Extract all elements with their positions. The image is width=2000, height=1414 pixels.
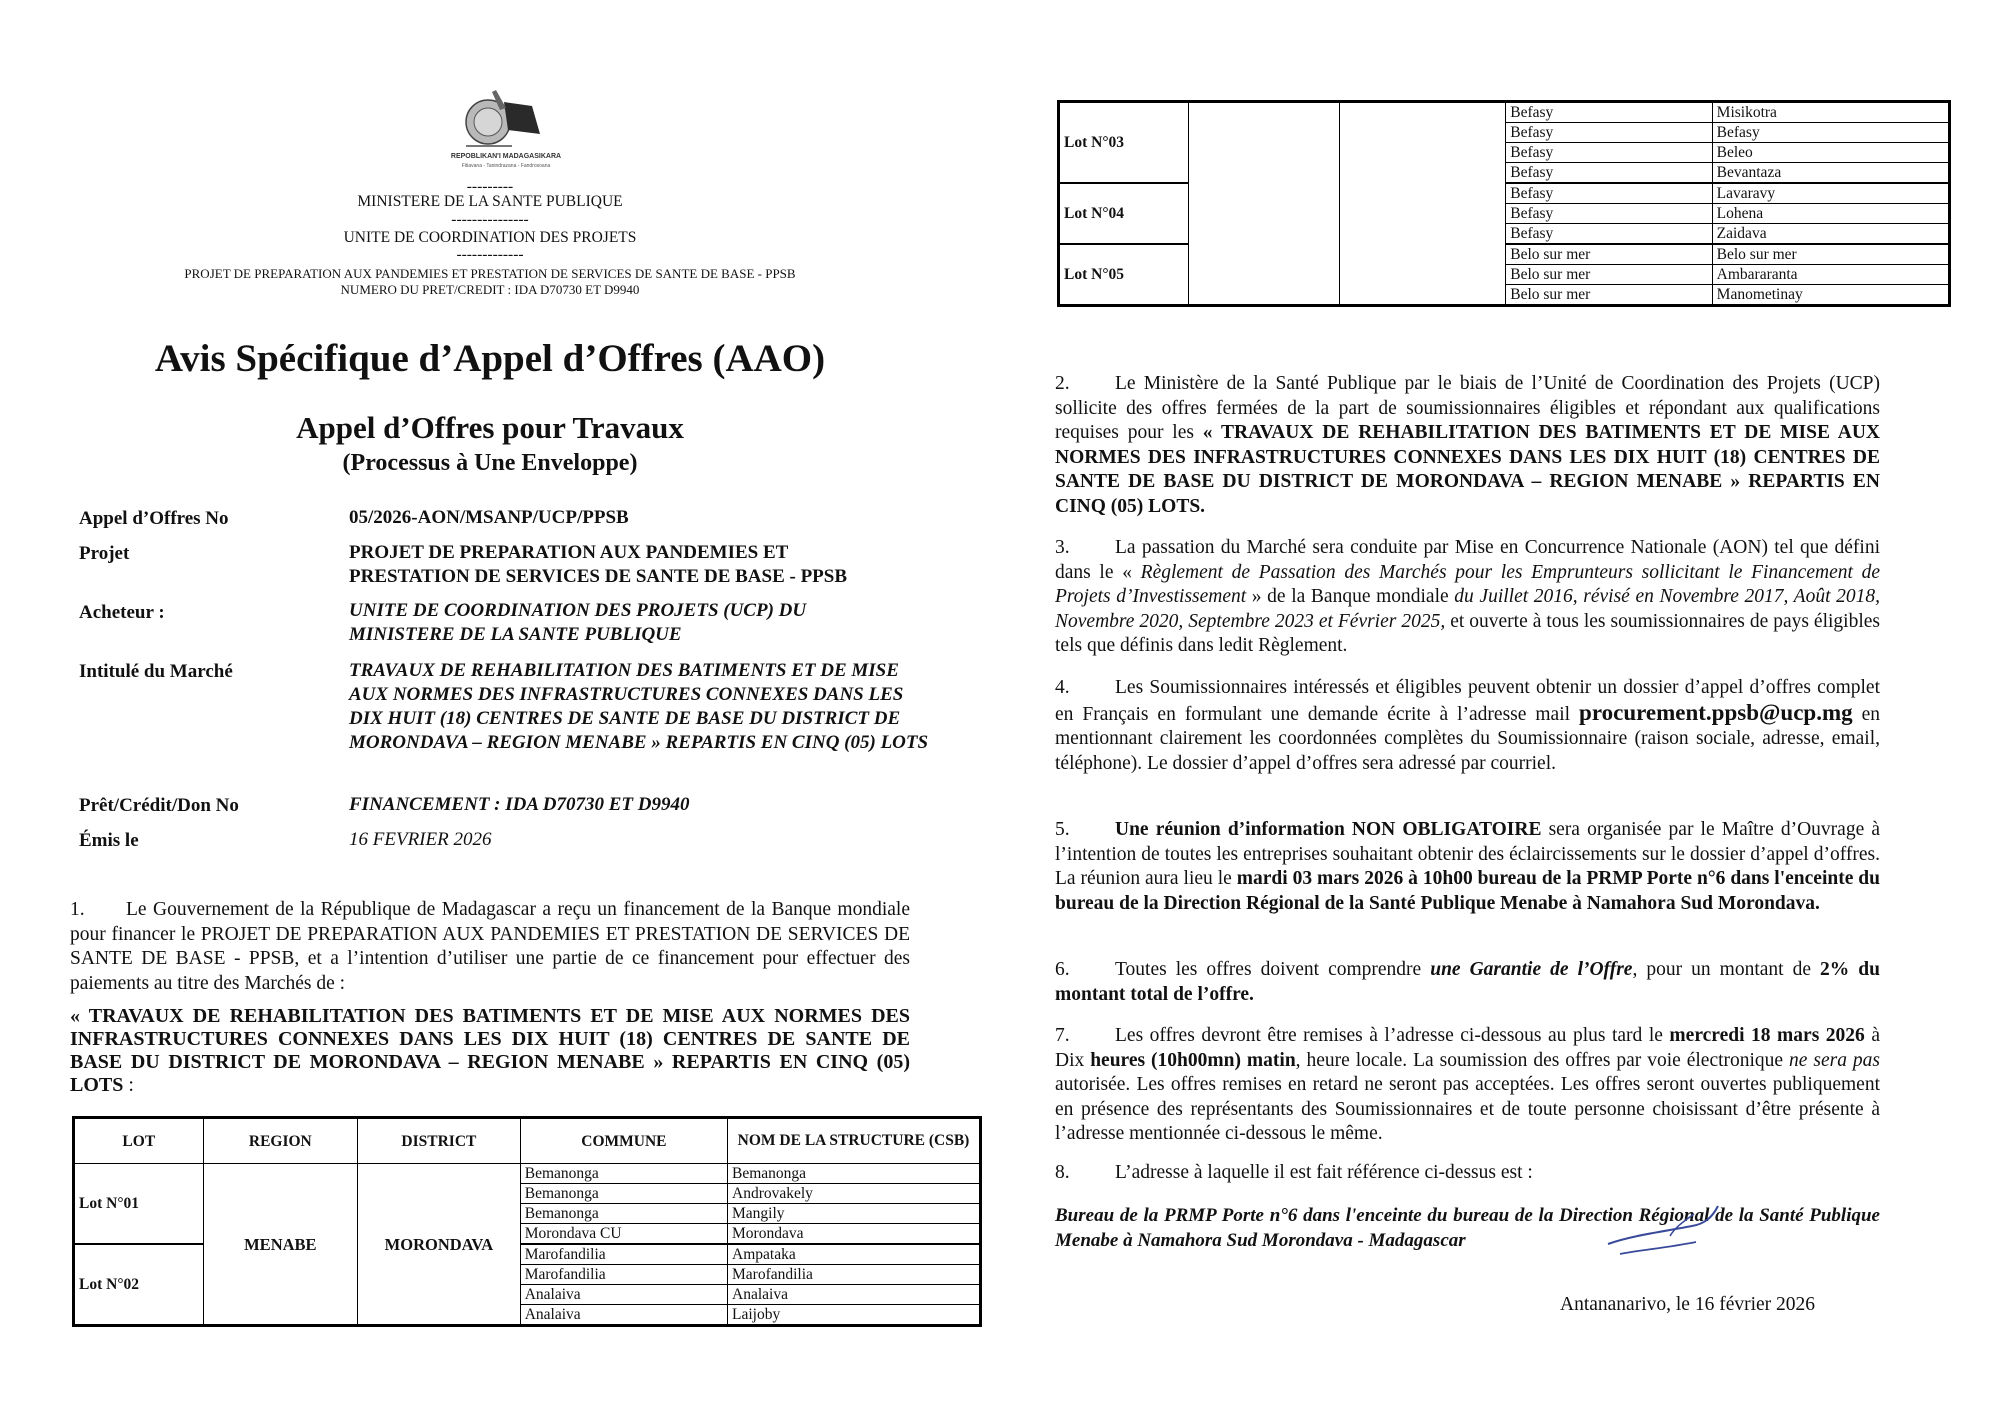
structure-cell: Mangily bbox=[728, 1204, 981, 1224]
commune-cell: Analaiva bbox=[520, 1285, 727, 1305]
commune-cell: Bemanonga bbox=[520, 1164, 727, 1184]
pret-label: Prêt/Crédit/Don No bbox=[79, 795, 239, 816]
district-cell: MORONDAVA bbox=[358, 1164, 521, 1326]
structure-cell: Beleo bbox=[1712, 143, 1949, 163]
intitule-value: TRAVAUX DE REHABILITATION DES BATIMENTS ET DE MISE AUX NORMES DES INFRASTRUCTURES CONNEXES DANS LES DIX HUIT (18) CENTRES DE SANTE DE BASE DU DISTRICT DE MORONDAVA – REGION MENABE » REPARTIS EN CINQ (05) LOTS bbox=[349, 660, 929, 753]
structure-cell: Misikotra bbox=[1712, 102, 1949, 123]
structure-cell: Androvakely bbox=[728, 1184, 981, 1204]
region-cell: MENABE bbox=[203, 1164, 357, 1326]
lots-table-left bbox=[72, 1116, 982, 1327]
separator-2: --------------- bbox=[451, 211, 529, 228]
structure-cell: Ambararanta bbox=[1712, 265, 1949, 285]
paragraph-1-object: « TRAVAUX DE REHABILITATION DES BATIMENTS ET DE MISE AUX NORMES DES INFRASTRUCTURES CONNEXES DANS LES DIX HUIT (18) CENTRES DE SANTE DE BASE DU DISTRICT DE MORONDAVA – REGION MENABE » REPARTIS EN CINQ (05) LOTS : bbox=[70, 1005, 910, 1096]
commune-cell: Belo sur mer bbox=[1506, 285, 1712, 306]
structure-cell: Belo sur mer bbox=[1712, 244, 1949, 265]
lot-label: Lot N°04 bbox=[1059, 183, 1189, 244]
col-header-lot: LOT bbox=[74, 1118, 204, 1164]
structure-cell: Laijoby bbox=[728, 1305, 981, 1326]
commune-cell: Befasy bbox=[1506, 224, 1712, 245]
structure-cell: Bemanonga bbox=[728, 1164, 981, 1184]
page-title: Avis Spécifique d’Appel d’Offres (AAO) bbox=[154, 337, 826, 380]
paragraph-5: 5. Une réunion d’information NON OBLIGATOIRE sera organisée par le Maître d’Ouvrage à l’intention de toutes les entreprises souhaitant obtenir des éclaircissements sur le dossier d’appel d’offres. La réunion aura lieu le mardi 03 mars 2026 à 10h00 bureau de la PRMP Porte n°6 dans l'enceinte du bureau de la Direction Régional de la Santé Publique Menabe à Namahora Sud Morondava. bbox=[1055, 819, 1880, 914]
page-subtitle: Appel d’Offres pour Travaux bbox=[296, 410, 684, 445]
commune-cell: Morondava CU bbox=[520, 1224, 727, 1245]
ministry-name: MINISTERE DE LA SANTE PUBLIQUE bbox=[357, 193, 623, 210]
structure-cell: Lavaravy bbox=[1712, 183, 1949, 204]
commune-cell: Marofandilia bbox=[520, 1244, 727, 1265]
emis-value: 16 FEVRIER 2026 bbox=[349, 829, 492, 850]
structure-cell: Marofandilia bbox=[728, 1265, 981, 1285]
ao-value: 05/2026-AON/MSANP/UCP/PPSB bbox=[349, 507, 629, 528]
lot-label: Lot N°01 bbox=[74, 1164, 204, 1245]
paragraph-8: 8. L’adresse à laquelle il est fait référence ci-dessus est : bbox=[1055, 1162, 1533, 1183]
project-name: PROJET DE PREPARATION AUX PANDEMIES ET PRESTATION DE SERVICES DE SANTE DE BASE - PPSB bbox=[184, 266, 796, 281]
republic-emblem-icon bbox=[436, 88, 576, 172]
projet-value: PROJET DE PREPARATION AUX PANDEMIES ET PRESTATION DE SERVICES DE SANTE DE BASE - PPSB bbox=[349, 542, 848, 587]
district-cell-empty bbox=[1340, 102, 1506, 306]
structure-cell: Bevantaza bbox=[1712, 163, 1949, 184]
commune-cell: Befasy bbox=[1506, 123, 1712, 143]
commune-cell: Befasy bbox=[1506, 143, 1712, 163]
lot-label: Lot N°05 bbox=[1059, 244, 1189, 306]
region-cell-empty bbox=[1188, 102, 1339, 306]
paragraph-3: 3. La passation du Marché sera conduite par Mise en Concurrence Nationale (AON) tel que défini dans le « Règlement de Passation des Marchés pour les Emprunteurs sollicitant le Financement de Projets d’Investissement » de la Banque mondiale du Juillet 2016, révisé en Novembre 2017, Août 2018, Novembre 2020, Septembre 2023 et Février 2025, et ouverte à tous les soumissionnaires de pays éligibles tels que définis dans ledit Règlement. bbox=[1055, 537, 1881, 656]
unit-name: UNITE DE COORDINATION DES PROJETS bbox=[343, 229, 637, 246]
lots-table-right bbox=[1057, 100, 1951, 307]
commune-cell: Befasy bbox=[1506, 102, 1712, 123]
place-and-date: Antananarivo, le 16 février 2026 bbox=[1560, 1294, 1816, 1315]
structure-cell: Analaiva bbox=[728, 1285, 981, 1305]
projet-label: Projet bbox=[79, 543, 130, 564]
col-header-commune: COMMUNE bbox=[520, 1118, 727, 1164]
paragraph-6: 6. Toutes les offres doivent comprendre une Garantie de l’Offre, pour un montant de 2% du montant total de l’offre. bbox=[1055, 959, 1880, 1005]
separator-3: ------------- bbox=[456, 246, 524, 263]
page-subtitle-process: (Processus à Une Enveloppe) bbox=[342, 450, 638, 476]
commune-cell: Bemanonga bbox=[520, 1204, 727, 1224]
paragraph-7: 7. Les offres devront être remises à l’adresse ci-dessous au plus tard le mercredi 18 mars 2026 à Dix heures (10h00mn) matin, heure locale. La soumission des offres par voie électronique ne sera pas autorisée. Les offres remises en retard ne seront pas acceptées. Les offres seront ouvertes publiquement en présence des représentants des Soumissionnaires et de toute personne choisissant d’être présente à l’adresse mentionnée ci-dessous le même. bbox=[1055, 1025, 1881, 1144]
col-header-region: REGION bbox=[203, 1118, 357, 1164]
structure-cell: Lohena bbox=[1712, 204, 1949, 224]
commune-cell: Marofandilia bbox=[520, 1265, 727, 1285]
submission-address: Bureau de la PRMP Porte n°6 dans l'enceinte du bureau de la Direction Régional de la Santé Publique Menabe à Namahora Sud Morondava - Madagascar bbox=[1055, 1205, 1880, 1251]
procurement-email: procurement.ppsb@ucp.mg bbox=[1579, 699, 1853, 725]
commune-cell: Befasy bbox=[1506, 163, 1712, 184]
lot-label: Lot N°03 bbox=[1059, 102, 1189, 184]
ao-label: Appel d’Offres No bbox=[79, 508, 229, 529]
paragraph-4: 4. Les Soumissionnaires intéressés et éligibles peuvent obtenir un dossier d’appel d’offres complet en Français en formulant une demande écrite à l’adresse mail procurement.ppsb@ucp.mg en mentionnant clairement les coordonnées complètes du Soumissionnaire (raison sociale, adresse, email, téléphone). Le dossier d’appel d’offres sera adressé par courriel. bbox=[1055, 677, 1880, 774]
structure-cell: Zaidava bbox=[1712, 224, 1949, 245]
commune-cell: Bemanonga bbox=[520, 1184, 727, 1204]
paragraph-2: 2. Le Ministère de la Santé Publique par le biais de l’Unité de Coordination des Projets (UCP) sollicite des offres fermées de la part de soumissionnaires éligibles et répondant aux qualifications requises pour les « TRAVAUX DE REHABILITATION DES BATIMENTS ET DE MISE AUX NORMES DES INFRASTRUCTURES CONNEXES DANS LES DIX HUIT (18) CENTRES DE SANTE DE BASE DU DISTRICT DE MORONDAVA – REGION MENABE » REPARTIS EN CINQ (05) LOTS. bbox=[1055, 373, 1880, 517]
credit-number: NUMERO DU PRET/CREDIT : IDA D70730 ET D9940 bbox=[340, 282, 640, 297]
commune-cell: Befasy bbox=[1506, 204, 1712, 224]
commune-cell: Analaiva bbox=[520, 1305, 727, 1326]
commune-cell: Belo sur mer bbox=[1506, 265, 1712, 285]
commune-cell: Belo sur mer bbox=[1506, 244, 1712, 265]
commune-cell: Befasy bbox=[1506, 183, 1712, 204]
intitule-label: Intitulé du Marché bbox=[79, 661, 233, 682]
motto-label: Fitiavana - Tanindrazana - Fandrosoana bbox=[461, 163, 551, 169]
emis-label: Émis le bbox=[79, 830, 139, 851]
separator-1: --------- bbox=[466, 178, 514, 195]
structure-cell: Ampataka bbox=[728, 1244, 981, 1265]
signature-icon bbox=[1600, 1196, 1730, 1262]
lot-label: Lot N°02 bbox=[74, 1244, 204, 1326]
structure-cell: Morondava bbox=[728, 1224, 981, 1245]
col-header-district: DISTRICT bbox=[358, 1118, 521, 1164]
structure-cell: Befasy bbox=[1712, 123, 1949, 143]
pret-value: FINANCEMENT : IDA D70730 ET D9940 bbox=[349, 794, 690, 815]
republic-label: REPOBLIKAN'I MADAGASIKARA bbox=[450, 153, 562, 160]
acheteur-value: UNITE DE COORDINATION DES PROJETS (UCP) DU MINISTERE DE LA SANTE PUBLIQUE bbox=[349, 600, 807, 645]
acheteur-label: Acheteur : bbox=[79, 602, 165, 623]
paragraph-1: 1. Le Gouvernement de la République de Madagascar a reçu un financement de la Banque mondiale pour financer le PROJET DE PREPARATION AUX PANDEMIES ET PRESTATION DE SERVICES DE SANTE DE BASE - PPSB, et a l’intention d’utiliser une partie de ce financement pour effectuer des paiements au titre des Marchés de : bbox=[70, 899, 910, 994]
col-header-structure: NOM DE LA STRUCTURE (CSB) bbox=[728, 1118, 981, 1164]
structure-cell: Manometinay bbox=[1712, 285, 1949, 306]
